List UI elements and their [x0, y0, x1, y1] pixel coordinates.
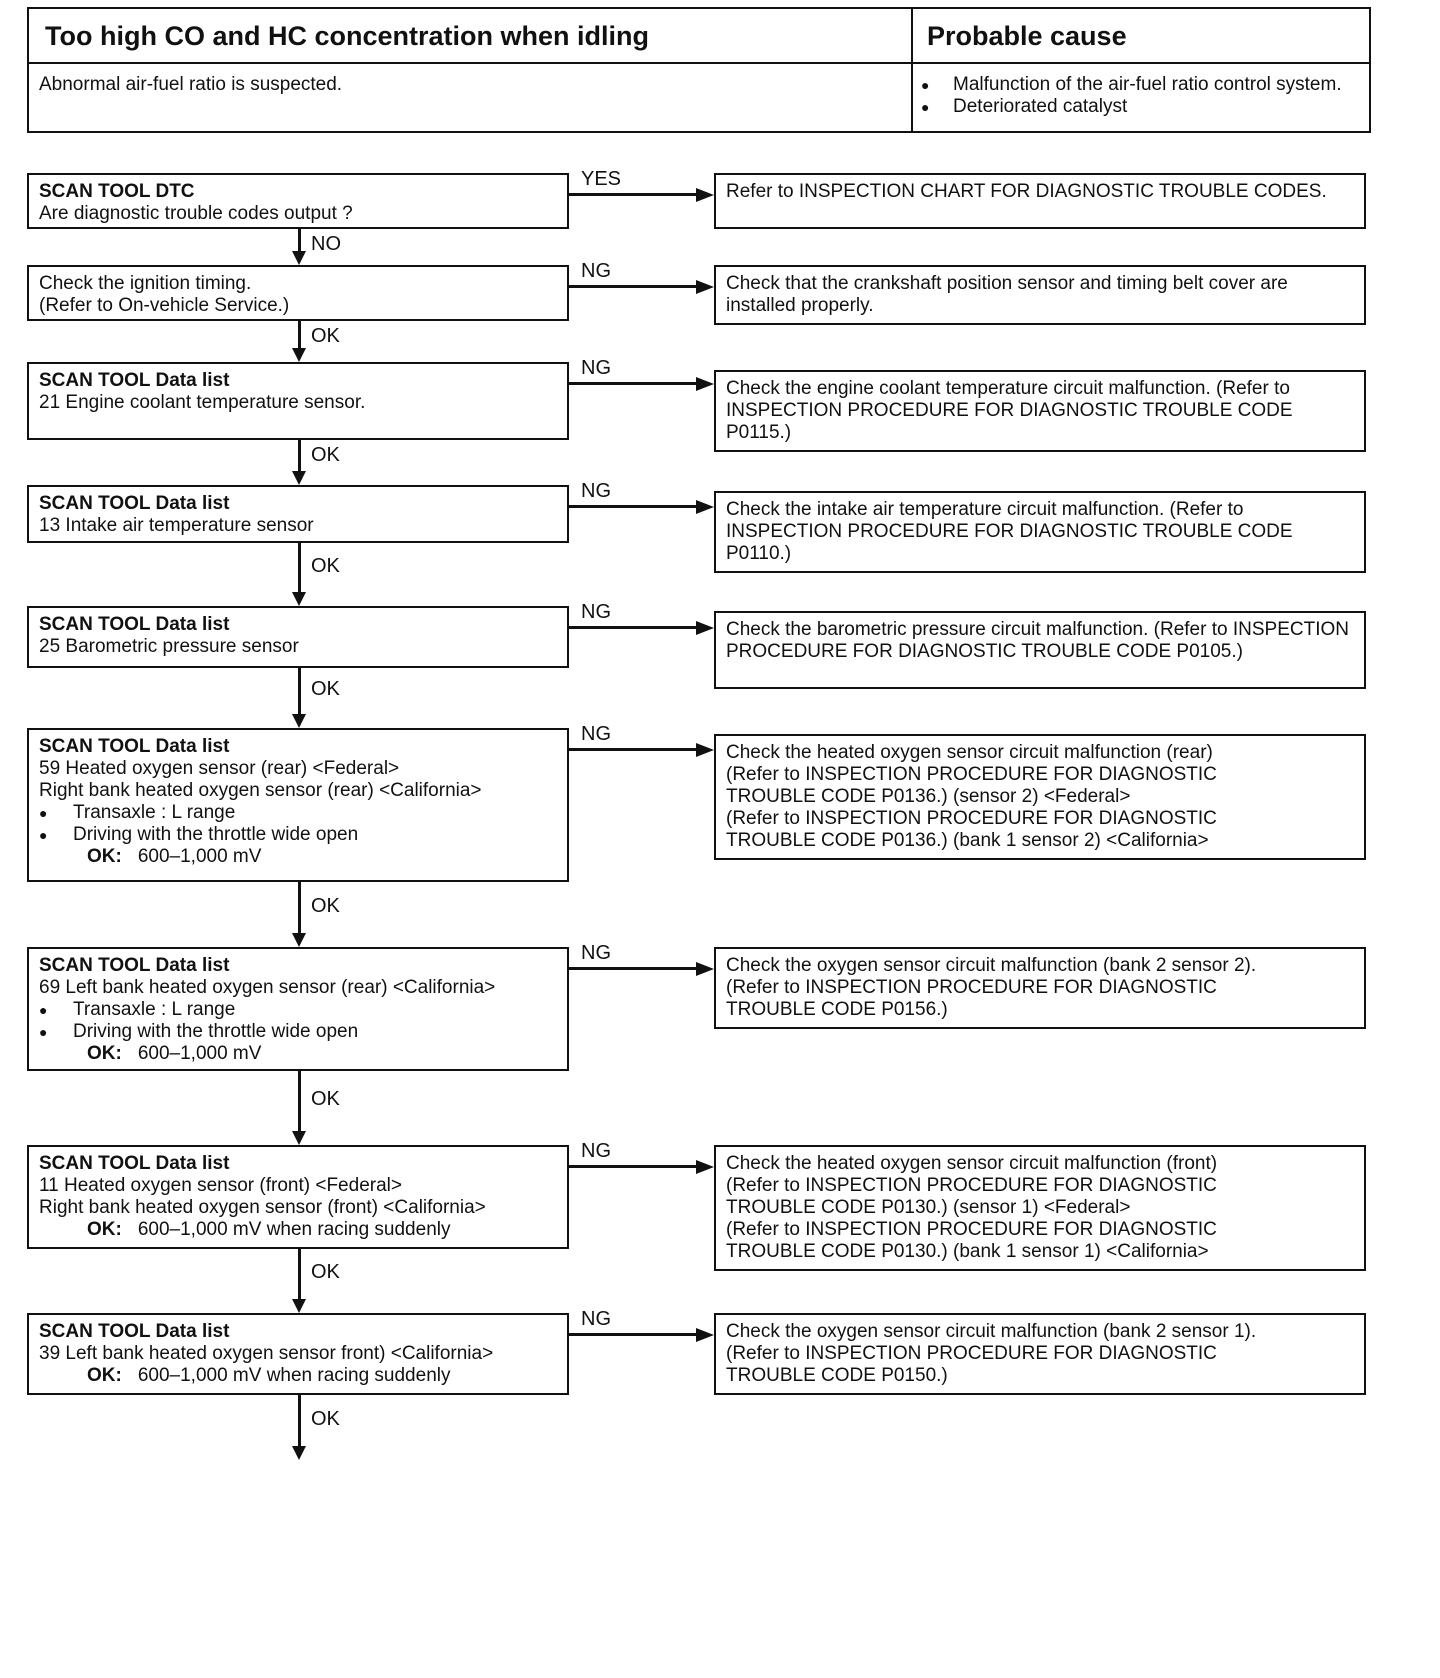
check-step-line: 59 Heated oxygen sensor (rear) <Federal> — [39, 758, 400, 779]
arrow-down-icon — [292, 348, 306, 362]
check-step-heading: SCAN TOOL Data list — [39, 1321, 230, 1342]
branch-label: YES — [581, 168, 622, 190]
arrow-right-icon — [696, 1328, 714, 1342]
result-action-line: TROUBLE CODE P0130.) (bank 1 sensor 1) <California> — [726, 1241, 1209, 1262]
arrow-right-icon — [696, 962, 714, 976]
check-step-line: 21 Engine coolant temperature sensor. — [39, 392, 366, 413]
flow-next-label: NO — [311, 233, 341, 255]
arrow-down-icon — [292, 471, 306, 485]
check-step-line: Are diagnostic trouble codes output ? — [39, 203, 353, 224]
flow-connector-line — [298, 440, 301, 471]
check-step-line: Right bank heated oxygen sensor (rear) <California> — [39, 780, 482, 801]
ok-label: OK: — [87, 1219, 122, 1240]
probable-cause-item: ● Malfunction of the air-fuel ratio control system. — [921, 74, 1361, 96]
check-condition-item: ● Driving with the throttle wide open — [39, 824, 557, 846]
branch-connector-line — [569, 626, 696, 629]
result-action-line: Check the engine coolant temperature circuit malfunction. (Refer to INSPECTION PROCEDURE FOR DIAGNOSTIC TROUBLE CODE P0115.) — [726, 378, 1293, 443]
branch-label: NG — [581, 357, 611, 379]
check-step-heading: SCAN TOOL DTC — [39, 181, 195, 202]
branch-label: NG — [581, 723, 611, 745]
ok-label: OK: — [87, 846, 122, 867]
result-action-box — [714, 370, 1366, 452]
result-action-line: Check the oxygen sensor circuit malfunction (bank 2 sensor 2). — [726, 955, 1257, 976]
result-action-line: Check the heated oxygen sensor circuit malfunction (front) — [726, 1153, 1218, 1174]
symptom-description: Abnormal air-fuel ratio is suspected. — [29, 64, 913, 131]
check-step-heading: SCAN TOOL Data list — [39, 493, 230, 514]
result-action-line: Check the heated oxygen sensor circuit malfunction (rear) — [726, 742, 1213, 763]
symptom-title: Too high CO and HC concentration when idling — [29, 9, 913, 64]
result-action-line: Check the intake air temperature circuit malfunction. (Refer to INSPECTION PROCEDURE FOR DIAGNOSTIC TROUBLE CODE P0110.) — [726, 499, 1293, 564]
ok-value: 600–1,000 mV when racing suddenly — [137, 1219, 451, 1240]
arrow-down-icon — [292, 1131, 306, 1145]
result-action-line: Check the oxygen sensor circuit malfunction (bank 2 sensor 1). — [726, 1321, 1257, 1342]
result-action-line: TROUBLE CODE P0150.) — [726, 1365, 948, 1386]
check-condition-item: ● Driving with the throttle wide open — [39, 1021, 557, 1043]
arrow-down-icon — [292, 714, 306, 728]
check-condition-item: ● Transaxle : L range — [39, 802, 557, 824]
ok-criterion — [39, 1219, 557, 1241]
check-step-line: (Refer to On-vehicle Service.) — [39, 295, 290, 316]
result-action-line: Refer to INSPECTION CHART FOR DIAGNOSTIC TROUBLE CODES. — [726, 181, 1327, 202]
check-step-box — [27, 606, 569, 668]
check-step-box — [27, 1145, 569, 1249]
check-step-heading: SCAN TOOL Data list — [39, 955, 230, 976]
result-action-box — [714, 1145, 1366, 1271]
arrow-down-icon — [292, 592, 306, 606]
flow-next-label: OK — [311, 554, 340, 577]
branch-label: NG — [581, 480, 611, 502]
result-action-box — [714, 1313, 1366, 1395]
flow-next-label: OK — [311, 894, 340, 917]
branch-connector-line — [569, 285, 696, 288]
arrow-right-icon — [696, 1160, 714, 1174]
probable-cause-list — [913, 64, 1369, 131]
result-action-box — [714, 173, 1366, 229]
arrow-right-icon — [696, 621, 714, 635]
ok-criterion — [39, 1043, 557, 1065]
flow-next-label: OK — [311, 325, 340, 347]
flow-connector-line — [298, 1249, 301, 1299]
result-action-box — [714, 265, 1366, 325]
flow-next-label: OK — [311, 444, 340, 466]
branch-label: NG — [581, 1140, 611, 1162]
check-step-box — [27, 173, 569, 229]
arrow-right-icon — [696, 377, 714, 391]
arrow-right-icon — [696, 280, 714, 294]
check-step-box — [27, 265, 569, 321]
result-action-line: TROUBLE CODE P0130.) (sensor 1) <Federal> — [726, 1197, 1131, 1218]
flow-connector-line — [298, 543, 301, 592]
check-step-line: 39 Left bank heated oxygen sensor front) <California> — [39, 1343, 494, 1364]
result-action-box — [714, 947, 1366, 1029]
arrow-right-icon — [696, 500, 714, 514]
check-step-line: Right bank heated oxygen sensor (front) <California> — [39, 1197, 486, 1218]
check-step-line: 25 Barometric pressure sensor — [39, 636, 299, 657]
branch-label: NG — [581, 942, 611, 964]
result-action-box — [714, 491, 1366, 573]
ok-value: 600–1,000 mV when racing suddenly — [137, 1365, 451, 1386]
flow-connector-line — [298, 882, 301, 933]
result-action-line: (Refer to INSPECTION PROCEDURE FOR DIAGNOSTIC — [726, 808, 1217, 829]
result-action-line: Check that the crankshaft position sensor and timing belt cover are installed properly. — [726, 273, 1288, 316]
arrow-right-icon — [696, 743, 714, 757]
branch-connector-line — [569, 382, 696, 385]
flow-connector-line — [298, 1071, 301, 1131]
probable-cause-heading: Probable cause — [913, 9, 1369, 64]
result-action-line: (Refer to INSPECTION PROCEDURE FOR DIAGNOSTIC — [726, 1219, 1217, 1240]
check-step-heading: SCAN TOOL Data list — [39, 370, 230, 391]
check-step-box — [27, 1313, 569, 1395]
flow-connector-line — [298, 229, 301, 251]
branch-connector-line — [569, 193, 696, 196]
ok-value: 600–1,000 mV — [137, 846, 262, 867]
ok-criterion — [39, 1365, 557, 1387]
check-step-box — [27, 362, 569, 440]
check-step-box — [27, 485, 569, 543]
check-step-heading: SCAN TOOL Data list — [39, 1153, 230, 1174]
result-action-line: (Refer to INSPECTION PROCEDURE FOR DIAGNOSTIC — [726, 1175, 1217, 1196]
branch-connector-line — [569, 1165, 696, 1168]
flow-next-label: OK — [311, 1407, 340, 1430]
arrow-down-icon — [292, 1446, 306, 1460]
branch-connector-line — [569, 505, 696, 508]
probable-cause-item: ● Deteriorated catalyst — [921, 96, 1361, 118]
result-action-box — [714, 611, 1366, 689]
ok-value: 600–1,000 mV — [137, 1043, 262, 1064]
branch-connector-line — [569, 1333, 696, 1336]
check-step-line: 13 Intake air temperature sensor — [39, 515, 314, 536]
result-action-line: TROUBLE CODE P0136.) (bank 1 sensor 2) <California> — [726, 830, 1209, 851]
branch-label: NG — [581, 1308, 611, 1330]
arrow-down-icon — [292, 251, 306, 265]
check-step-line: 11 Heated oxygen sensor (front) <Federal> — [39, 1175, 402, 1196]
result-action-line: TROUBLE CODE P0136.) (sensor 2) <Federal> — [726, 786, 1131, 807]
flow-connector-line — [298, 668, 301, 714]
branch-label: NG — [581, 601, 611, 623]
check-step-box — [27, 728, 569, 882]
symptom-header-table — [27, 7, 1371, 133]
result-action-line: (Refer to INSPECTION PROCEDURE FOR DIAGNOSTIC — [726, 764, 1217, 785]
result-action-line: Check the barometric pressure circuit malfunction. (Refer to INSPECTION PROCEDURE FOR DIAGNOSTIC TROUBLE CODE P0105.) — [726, 619, 1349, 662]
flow-next-label: OK — [311, 1088, 340, 1110]
flow-next-label: OK — [311, 1261, 340, 1283]
check-condition-item: ● Transaxle : L range — [39, 999, 557, 1021]
flow-next-label: OK — [311, 678, 340, 700]
ok-label: OK: — [87, 1365, 122, 1386]
result-action-line: (Refer to INSPECTION PROCEDURE FOR DIAGNOSTIC — [726, 1343, 1217, 1364]
result-action-line: (Refer to INSPECTION PROCEDURE FOR DIAGNOSTIC — [726, 977, 1217, 998]
branch-label: NG — [581, 260, 611, 282]
flow-connector-line — [298, 1395, 301, 1446]
arrow-down-icon — [292, 933, 306, 947]
check-step-heading: SCAN TOOL Data list — [39, 736, 230, 757]
result-action-box — [714, 734, 1366, 860]
check-step-line: 69 Left bank heated oxygen sensor (rear) <California> — [39, 977, 496, 998]
result-action-line: TROUBLE CODE P0156.) — [726, 999, 948, 1020]
branch-connector-line — [569, 967, 696, 970]
ok-label: OK: — [87, 1043, 122, 1064]
flow-connector-line — [298, 321, 301, 348]
check-step-box — [27, 947, 569, 1071]
branch-connector-line — [569, 748, 696, 751]
arrow-down-icon — [292, 1299, 306, 1313]
arrow-right-icon — [696, 188, 714, 202]
check-step-heading: SCAN TOOL Data list — [39, 614, 230, 635]
check-step-line: Check the ignition timing. — [39, 273, 252, 294]
ok-criterion — [39, 846, 557, 868]
